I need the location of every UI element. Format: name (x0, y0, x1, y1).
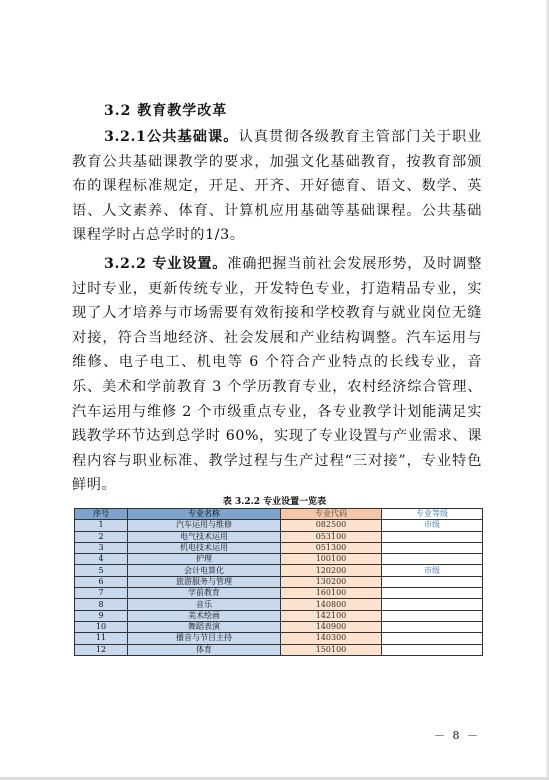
table-row (75, 565, 483, 576)
cell-number: 10 (75, 621, 128, 632)
paragraph-public-courses (72, 125, 482, 248)
cell-major-name: 会计电算化 (128, 565, 281, 576)
table-row (75, 599, 483, 610)
cell-major-name: 汽车运用与维修 (128, 520, 281, 531)
cell-major-name: 机电技术运用 (128, 542, 281, 553)
paragraph-body: 准确把握当前社会发展形势，及时调整过时专业，更新传统专业，开发特色专业，打造精品专业，实现了人才培养与市场需要有效衔接和学校教育与就业岗位无缝对接，符合当地经济、社会发展和产业结构调整。汽车运用与维修、电子电工、机电等 6 个符合产业特点的长线专业，音乐、美术和学前教育 3 个学历教育专业，农村经济综合管理、汽车运用与维修 2 个市级重点专业，各专业教学计划能满足实践教学环节达到总学时 60%，实现了专业设置与产业需求、课程内容与职业标准、教学过程与生产过程“三对接”，专业特色鲜明。 (72, 256, 482, 494)
cell-major-code: 120200 (281, 565, 382, 576)
cell-major-code: 140300 (281, 633, 382, 644)
cell-major-code: 130200 (281, 576, 382, 587)
cell-major-code: 160100 (281, 588, 382, 599)
cell-major-code: 142100 (281, 610, 382, 621)
cell-major-level (382, 576, 483, 587)
header-major-code: 专业代码 (281, 509, 382, 520)
table-row (75, 610, 483, 621)
table-body (75, 520, 483, 656)
cell-major-name: 音乐 (128, 599, 281, 610)
cell-major-level (382, 599, 483, 610)
cell-major-code: 100100 (281, 554, 382, 565)
cell-major-level (382, 621, 483, 632)
cell-number: 2 (75, 531, 128, 542)
paragraph-major-settings (72, 252, 482, 498)
cell-major-level (382, 531, 483, 542)
cell-number: 12 (75, 644, 128, 655)
page-number: － 8 － (434, 729, 480, 742)
table-row (75, 588, 483, 599)
majors-table (74, 508, 483, 656)
cell-major-code: 140800 (281, 599, 382, 610)
table-row (75, 621, 483, 632)
header-major-level: 专业等级 (382, 509, 483, 520)
cell-number: 3 (75, 542, 128, 553)
cell-major-name: 播音与节目主持 (128, 633, 281, 644)
cell-major-level (382, 542, 483, 553)
cell-major-code: 150100 (281, 644, 382, 655)
cell-number: 6 (75, 576, 128, 587)
cell-major-name: 护理 (128, 554, 281, 565)
paragraph-lead: 3.2.1公共基础课。 (104, 129, 239, 145)
cell-number: 7 (75, 588, 128, 599)
table-row (75, 531, 483, 542)
cell-major-level (382, 588, 483, 599)
cell-number: 9 (75, 610, 128, 621)
cell-number: 1 (75, 520, 128, 531)
table-caption: 表 3.2.2 专业设置一览表 (222, 497, 327, 507)
cell-major-name: 电气技术运用 (128, 531, 281, 542)
cell-major-name: 舞蹈表演 (128, 621, 281, 632)
cell-number: 4 (75, 554, 128, 565)
paragraph-body: 认真贯彻各级教育主管部门关于职业教育公共基础课教学的要求，加强文化基础教育，按教育部颁布的课程标准规定，开足、开齐、开好德育、语文、数学、英语、人文素养、体育、计算机应用基础等基础课程。公共基础课程学时占总学时的1/3。 (72, 129, 482, 244)
section-heading: 3.2 教育教学改革 (104, 103, 228, 119)
table-row (75, 542, 483, 553)
cell-major-level (382, 644, 483, 655)
cell-major-level (382, 610, 483, 621)
cell-major-code: 051300 (281, 542, 382, 553)
cell-major-code: 140900 (281, 621, 382, 632)
cell-major-name: 旅游服务与管理 (128, 576, 281, 587)
cell-major-name: 体育 (128, 644, 281, 655)
table-row (75, 633, 483, 644)
table-row (75, 576, 483, 587)
cell-major-code: 053100 (281, 531, 382, 542)
table-row (75, 644, 483, 655)
cell-major-level (382, 554, 483, 565)
header-number: 序号 (75, 509, 128, 520)
cell-major-code: 082500 (281, 520, 382, 531)
paragraph-lead: 3.2.2 专业设置。 (104, 256, 228, 272)
cell-major-level (382, 633, 483, 644)
table-row (75, 520, 483, 531)
table-row (75, 554, 483, 565)
header-major-name: 专业名称 (128, 509, 281, 520)
cell-number: 5 (75, 565, 128, 576)
cell-major-name: 美术绘画 (128, 610, 281, 621)
cell-major-level: 市级 (382, 565, 483, 576)
cell-major-name: 学前教育 (128, 588, 281, 599)
table-header-row (75, 509, 483, 520)
cell-number: 8 (75, 599, 128, 610)
cell-number: 11 (75, 633, 128, 644)
cell-major-level: 市级 (382, 520, 483, 531)
